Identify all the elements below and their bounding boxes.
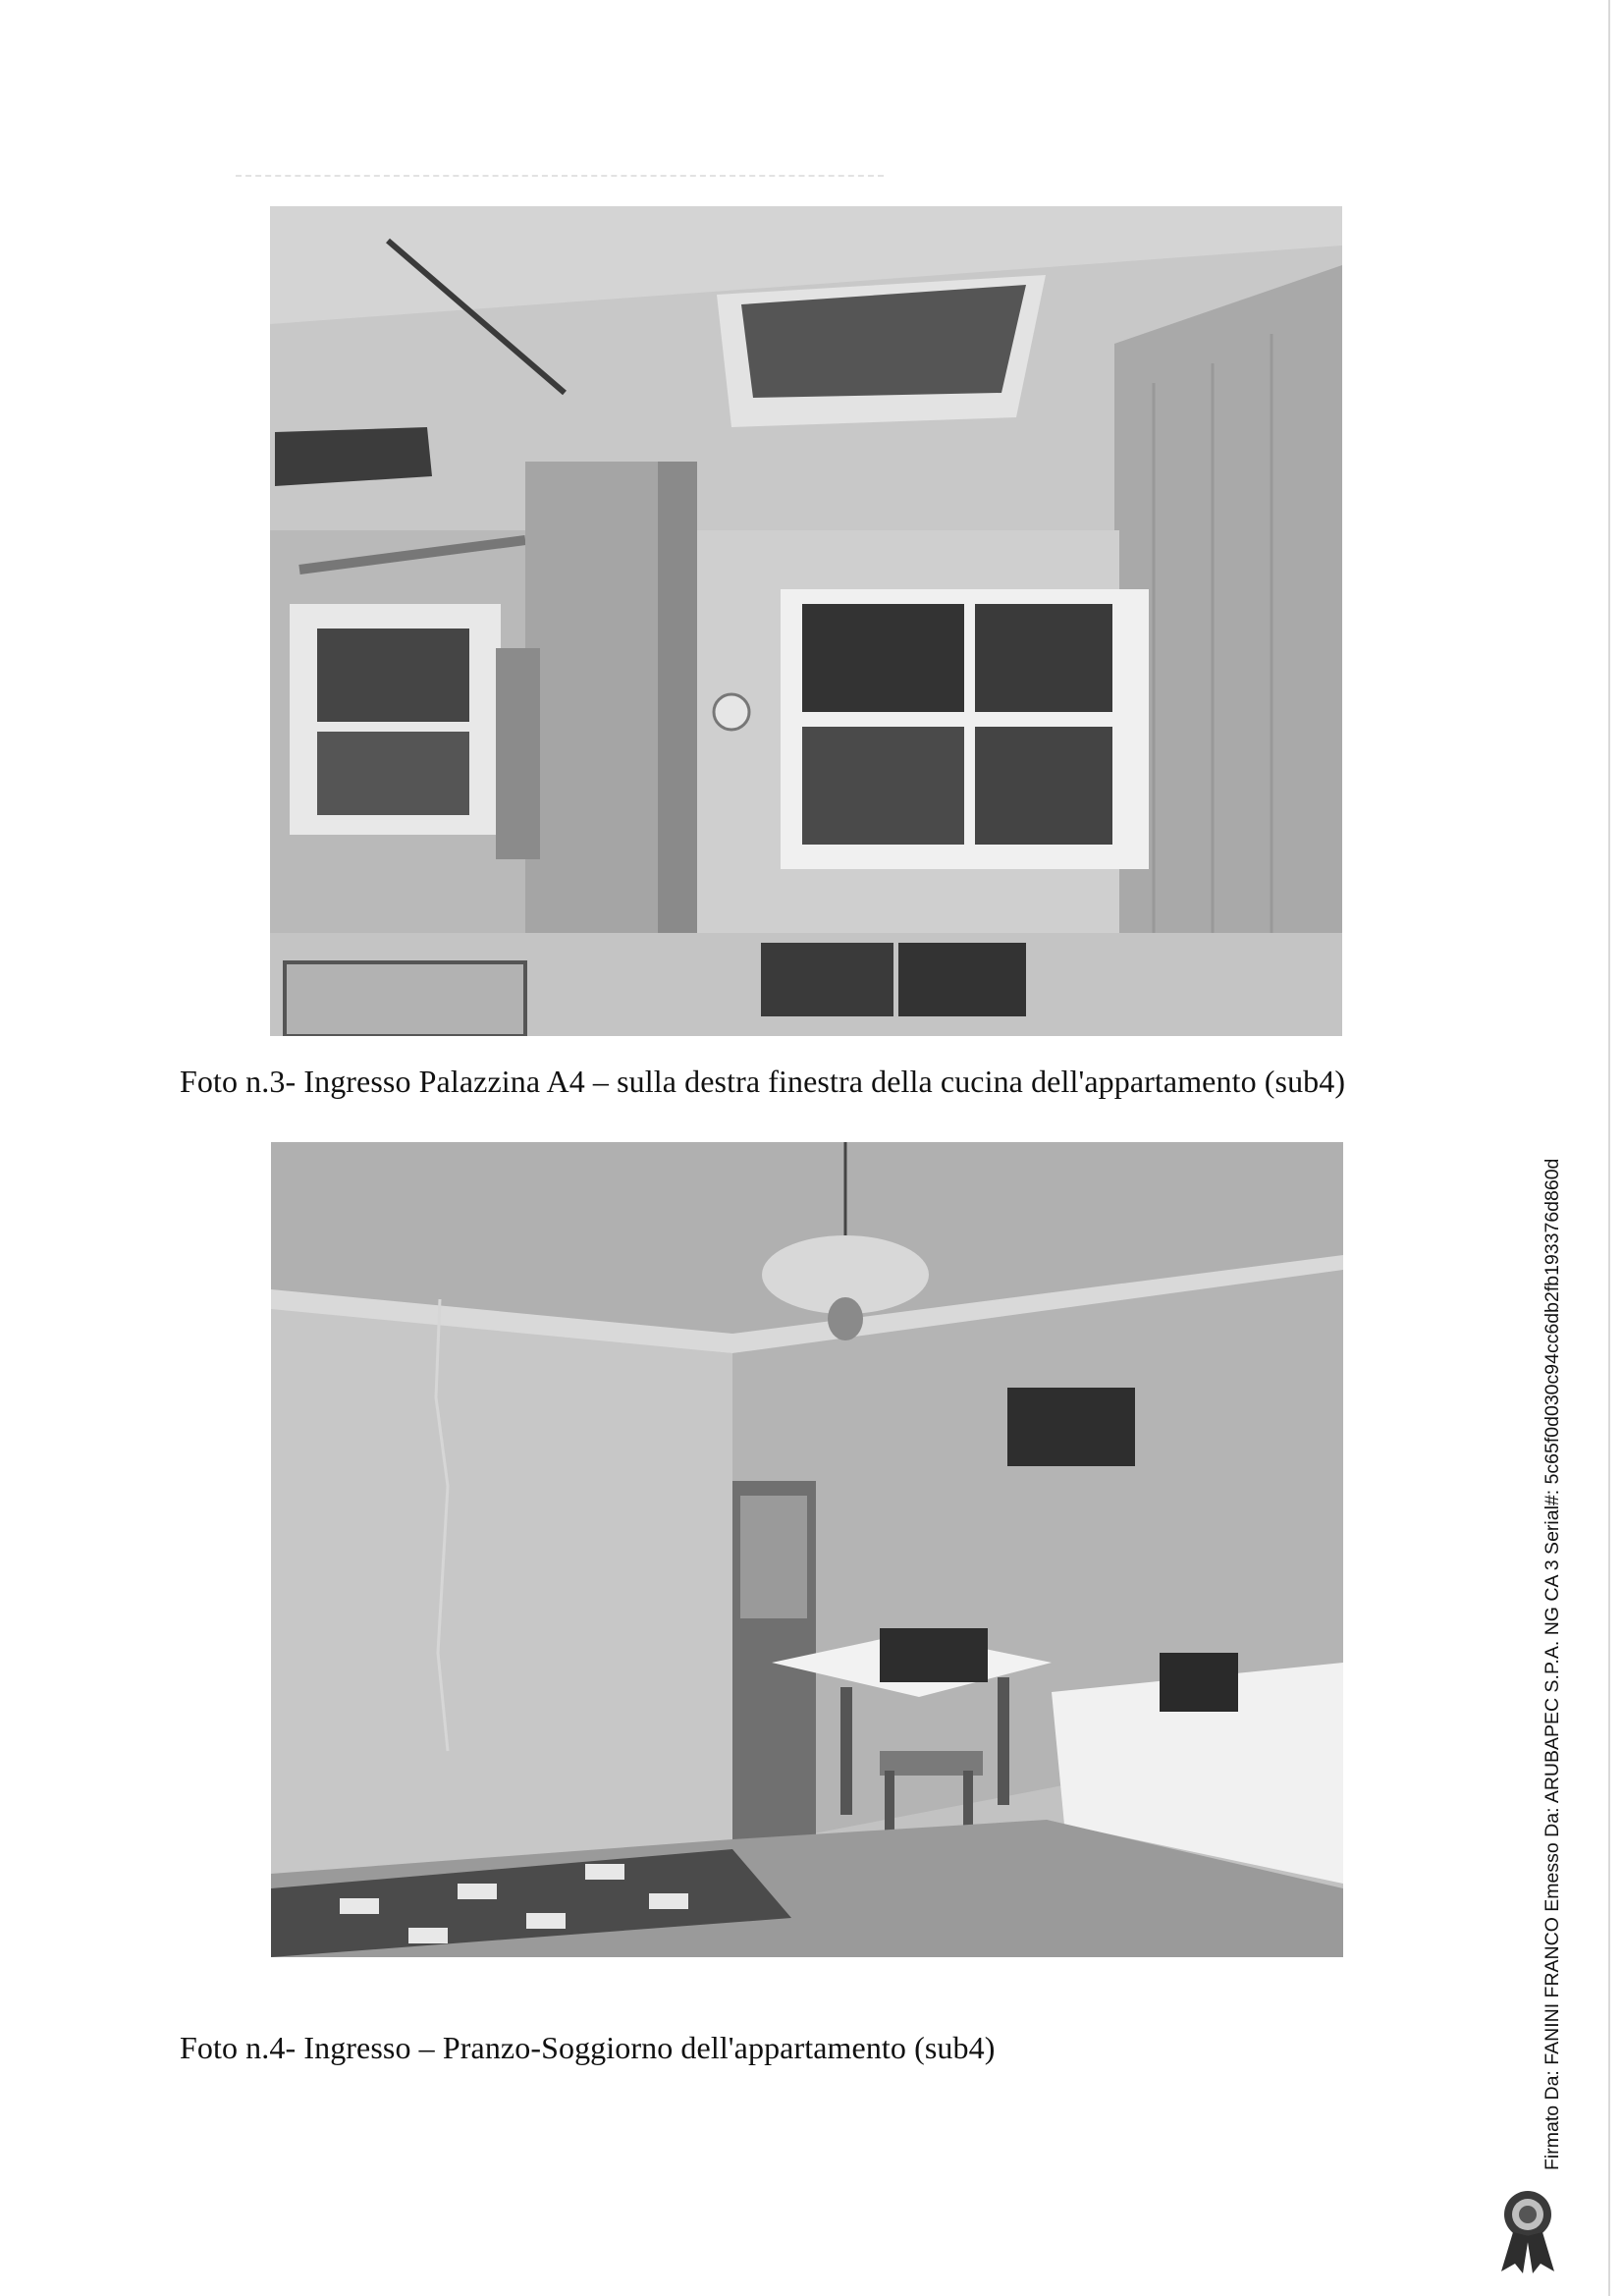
photo-building-entrance <box>270 206 1342 1036</box>
digital-signature-stamp <box>1522 1158 1563 2170</box>
photo-caption: Foto n.3- Ingresso Palazzina A4 – sulla destra finestra della cucina dell'appartamento (sub4) <box>180 1064 1346 1099</box>
photo-dining-living-room <box>271 1142 1343 1957</box>
digital-signature-text: Firmato Da: FANINI FRANCO Emesso Da: ARUBAPEC S.P.A. NG CA 3 Serial#: 5c65f0d030c94cc6db2fb193376d860d <box>1542 1158 1563 2170</box>
scan-artifact-line <box>236 175 884 177</box>
photo-dining-living-room-drawing <box>271 1142 1343 1957</box>
photo-building-entrance-drawing <box>270 206 1342 1036</box>
page-edge-line <box>1608 0 1610 2296</box>
ribbon-seal-icon <box>1493 2185 1562 2275</box>
photo-caption: Foto n.4- Ingresso – Pranzo-Soggiorno dell'appartamento (sub4) <box>180 2030 996 2065</box>
